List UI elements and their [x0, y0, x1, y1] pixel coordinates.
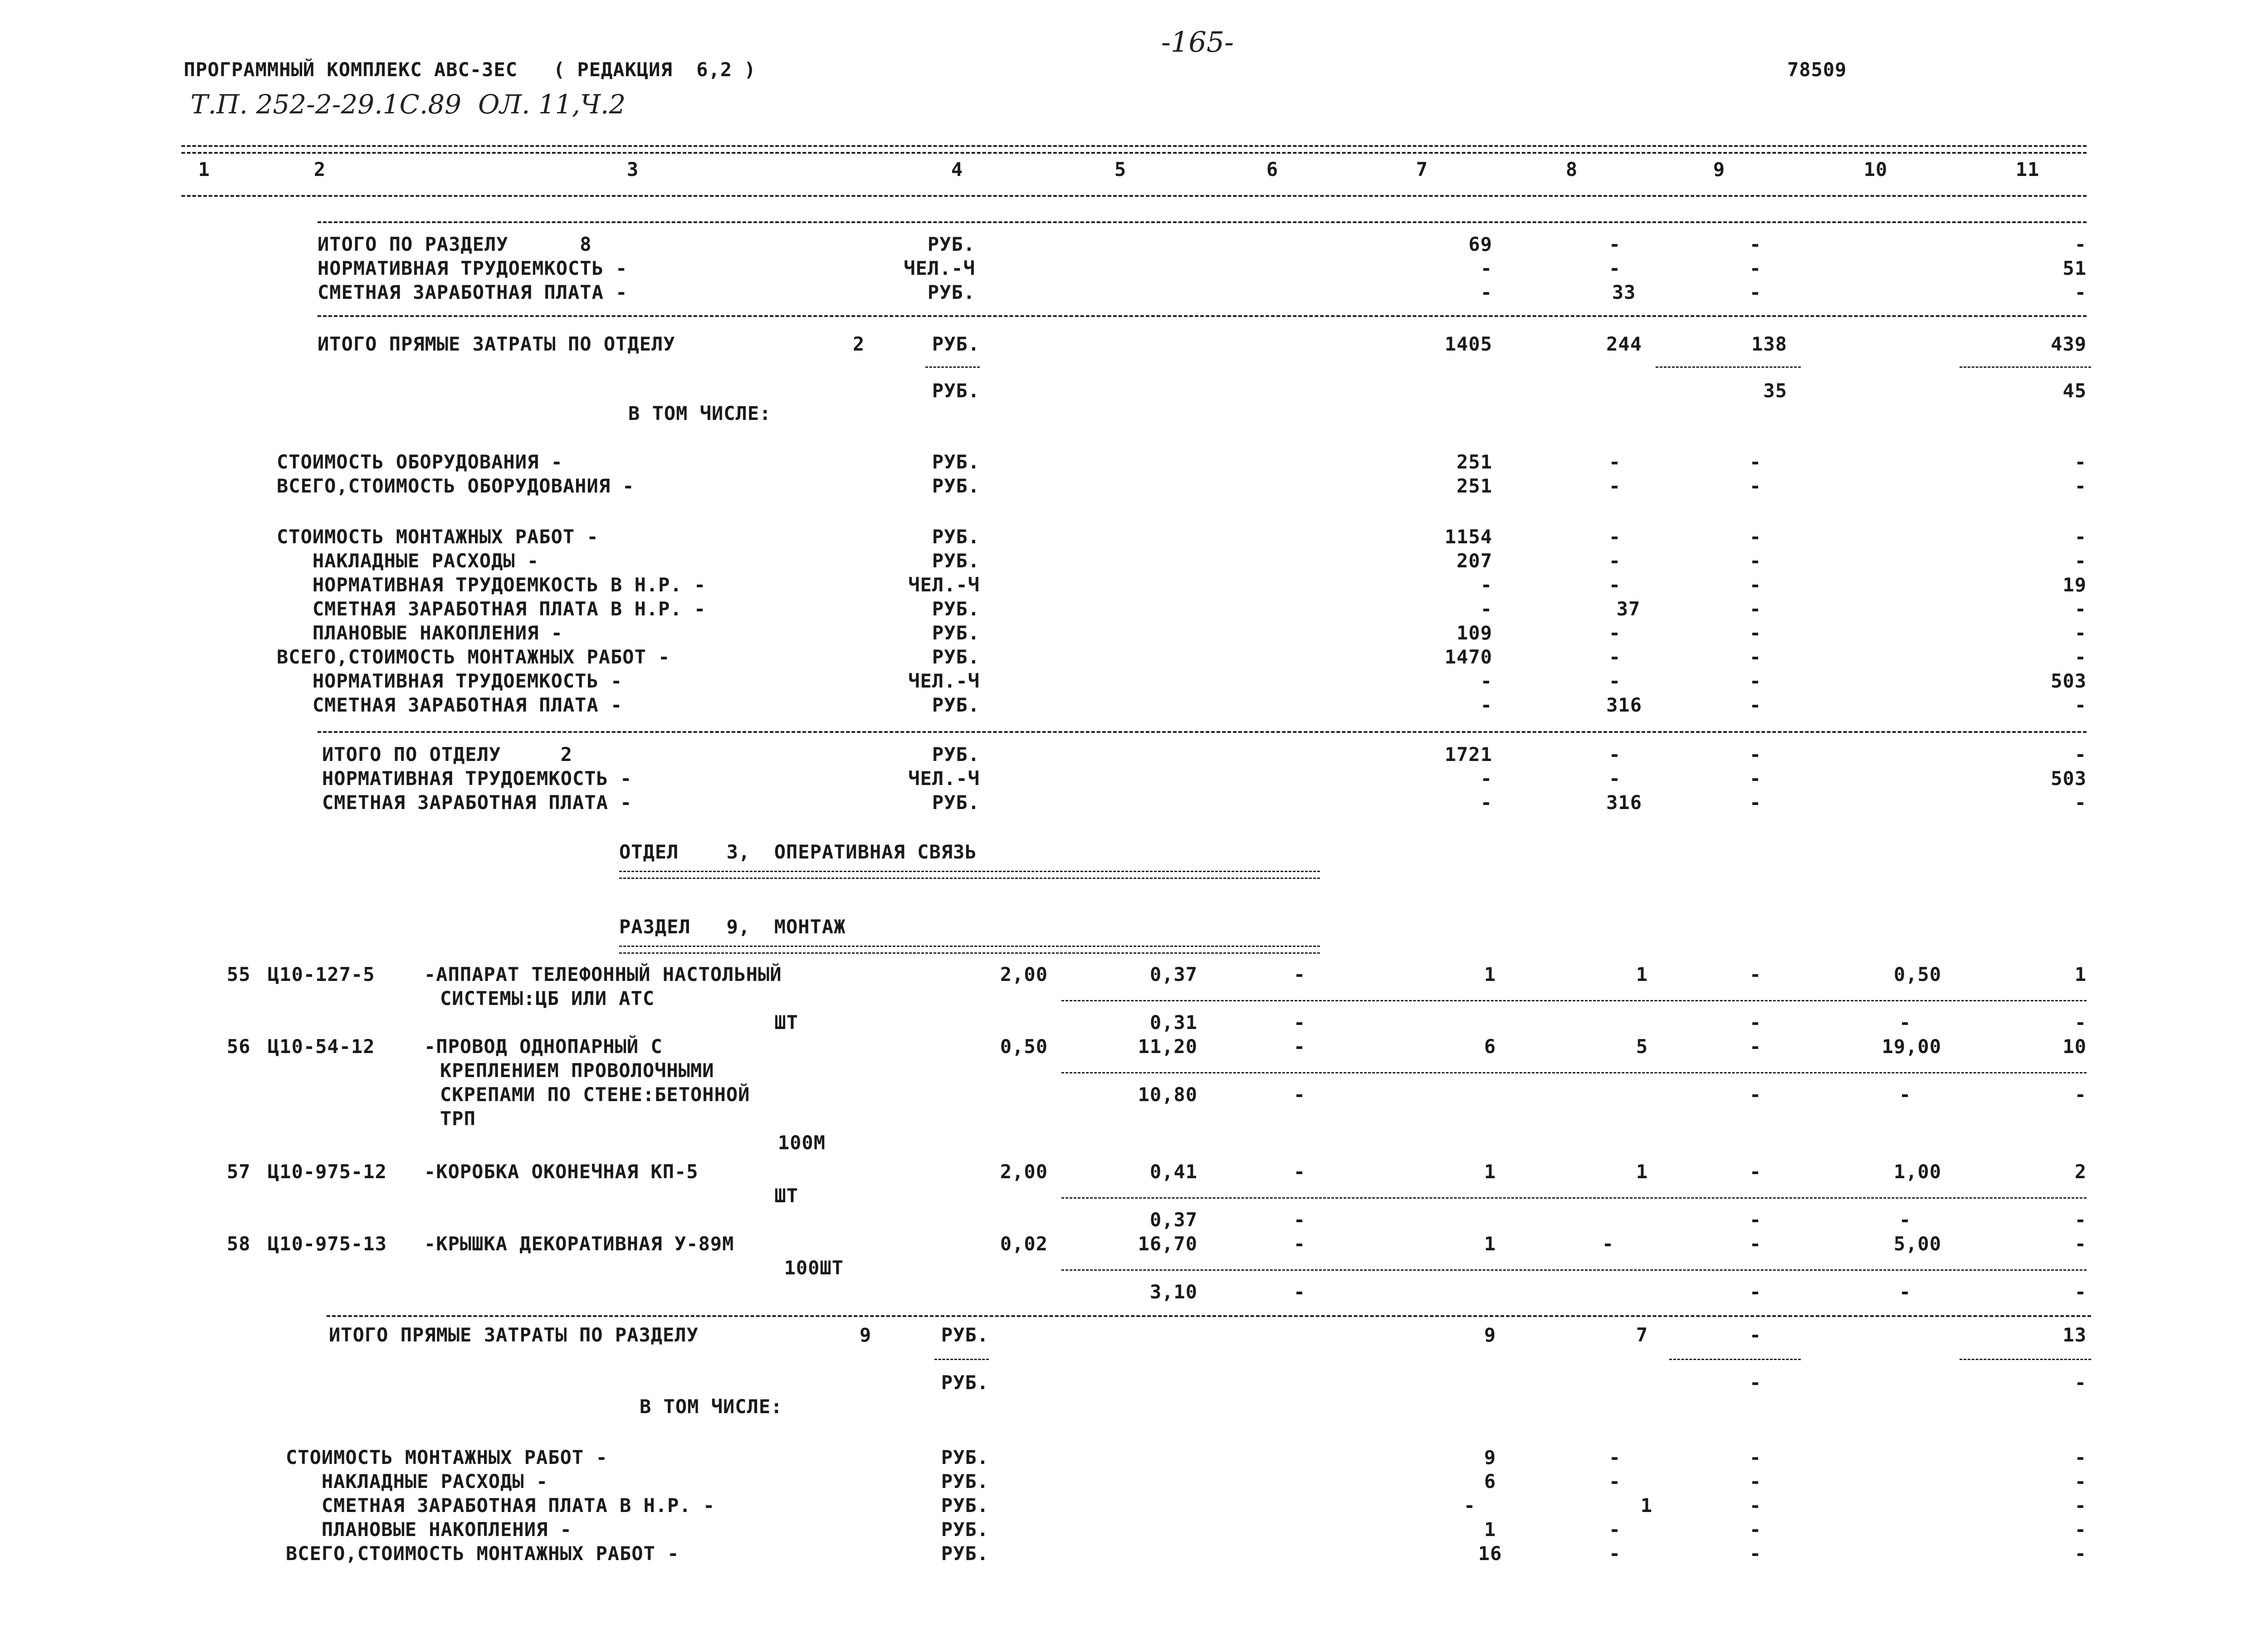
item-c6b: -: [1293, 1209, 1306, 1231]
s3-unit-1: РУБ.: [932, 475, 980, 497]
item-c9b: -: [1749, 1209, 1762, 1231]
s1-c11-0: -: [2074, 233, 2087, 255]
s7-c9-4: -: [1749, 1542, 1762, 1565]
item-quantity: 0,02: [1000, 1233, 1048, 1255]
item-number: 58: [227, 1233, 251, 1255]
s4-c11-0: -: [2074, 526, 2087, 548]
s7-c7-1: 6: [1484, 1470, 1496, 1493]
s6-underline-c11: [1960, 1359, 2091, 1360]
s4-label-5: ВСЕГО,СТОИМОСТЬ МОНТАЖНЫХ РАБОТ -: [277, 646, 670, 668]
s4-c9-5: -: [1749, 646, 1762, 668]
s7-c9-0: -: [1749, 1446, 1762, 1468]
s4-c9-6: -: [1749, 670, 1762, 692]
item-c8: 1: [1636, 1161, 1648, 1183]
item-c11b: -: [2074, 1011, 2087, 1034]
item-c11: 10: [2063, 1035, 2087, 1058]
s4-c11-1: -: [2074, 550, 2087, 572]
s1-unit-0: РУБ.: [927, 233, 975, 255]
document-number: 78509: [1787, 59, 1847, 81]
s5-c7-2: -: [1480, 791, 1492, 814]
item-number: 57: [227, 1161, 251, 1183]
s4-c8-3: 37: [1616, 598, 1641, 620]
item-57-divider: [1061, 1197, 2087, 1199]
s7-c8-3: -: [1608, 1518, 1621, 1541]
item-name-line1: -КРЫШКА ДЕКОРАТИВНАЯ У-89М: [424, 1233, 734, 1255]
s1-c11-1: 51: [2063, 257, 2087, 279]
s1-c8-0: -: [1608, 233, 1621, 255]
item-c11: 1: [2074, 963, 2087, 985]
s4-unit-2: ЧЕЛ.-Ч: [908, 574, 980, 596]
s7-c7-2: -: [1463, 1494, 1476, 1517]
s5-c8-1: -: [1608, 767, 1621, 790]
s4-c7-1: 207: [1457, 550, 1492, 572]
handwritten-reference: Т.П. 252-2-29.1С.89 ОЛ. 11,Ч.2: [191, 89, 626, 120]
item-c10: 19,00: [1882, 1035, 1941, 1058]
s5-c7-1: -: [1480, 767, 1492, 790]
s6-underline-unit: [934, 1359, 989, 1360]
item-unit: ШТ: [774, 1011, 798, 1034]
s4-label-2: НОРМАТИВНАЯ ТРУДОЕМКОСТЬ В Н.Р. -: [277, 574, 706, 596]
column-7-header: 7: [1416, 158, 1428, 180]
s3-label-0: СТОИМОСТЬ ОБОРУДОВАНИЯ -: [277, 451, 563, 473]
s4-c7-5: 1470: [1444, 646, 1492, 668]
s4-c8-4: -: [1608, 622, 1621, 644]
s7-c7-3: 1: [1484, 1518, 1496, 1541]
s2-underline-c11: [1960, 366, 2091, 368]
column-8-header: 8: [1565, 158, 1578, 180]
item-price-wage: 3,10: [1149, 1281, 1198, 1303]
s6-label: ИТОГО ПРЯМЫЕ ЗАТРАТЫ ПО РАЗДЕЛУ: [329, 1324, 699, 1346]
s7-c7-4: 16: [1478, 1542, 1502, 1565]
item-c7: 1: [1484, 963, 1496, 985]
s7-c11-0: -: [2074, 1446, 2087, 1468]
s7-c9-2: -: [1749, 1494, 1762, 1517]
s4-c7-2: -: [1480, 574, 1492, 596]
item-c10: 5,00: [1893, 1233, 1941, 1255]
s1-unit-1: ЧЕЛ.-Ч: [904, 257, 975, 279]
department-title: ОТДЕЛ 3, ОПЕРАТИВНАЯ СВЯЗЬ: [619, 841, 977, 863]
item-quantity: 2,00: [1000, 963, 1048, 985]
item-c9: -: [1749, 963, 1762, 985]
section-title: РАЗДЕЛ 9, МОНТАЖ: [619, 916, 846, 938]
s1-c9-0: -: [1749, 233, 1762, 255]
s4-c8-5: -: [1608, 646, 1621, 668]
s1-c7-1: -: [1480, 257, 1492, 279]
s4-c8-2: -: [1608, 574, 1621, 596]
item-56-divider: [1061, 1072, 2087, 1073]
s5-c8-0: -: [1608, 743, 1621, 766]
item-c8: 5: [1636, 1035, 1648, 1058]
s4-c9-1: -: [1749, 550, 1762, 572]
s1-c8-1: -: [1608, 257, 1621, 279]
item-c8: 1: [1636, 963, 1648, 985]
item-55-divider: [1061, 1000, 2087, 1001]
s4-unit-3: РУБ.: [932, 598, 980, 620]
item-name-line3: СКРЕПАМИ ПО СТЕНЕ:БЕТОННОЙ: [440, 1083, 750, 1106]
s4-c7-0: 1154: [1444, 526, 1492, 548]
item-c11b: -: [2074, 1281, 2087, 1303]
s3-unit-0: РУБ.: [932, 451, 980, 473]
s3-c8-0: -: [1608, 451, 1621, 473]
s6-unit2: РУБ.: [941, 1371, 989, 1394]
s7-c8-4: -: [1608, 1542, 1621, 1565]
s5-unit-2: РУБ.: [932, 791, 980, 814]
column-11-header: 11: [2015, 158, 2040, 180]
s1-c7-0: 69: [1468, 233, 1492, 255]
page-number: -165-: [1161, 25, 1234, 59]
s4-c11-7: -: [2074, 694, 2087, 716]
s7-unit-4: РУБ.: [941, 1542, 989, 1565]
s3-c7-0: 251: [1457, 451, 1492, 473]
s6-incl: В ТОМ ЧИСЛЕ:: [640, 1395, 783, 1418]
item-c11b: -: [2074, 1083, 2087, 1106]
item-price: 0,37: [1149, 963, 1198, 985]
s3-c9-0: -: [1749, 451, 1762, 473]
s7-c8-0: -: [1608, 1446, 1621, 1468]
s3-c9-1: -: [1749, 475, 1762, 497]
s2-incl: В ТОМ ЧИСЛЕ:: [628, 402, 772, 424]
item-c6b: -: [1293, 1281, 1306, 1303]
s6-c11b: -: [2074, 1371, 2087, 1394]
item-code: Ц10-127-5: [268, 963, 375, 985]
item-c6: -: [1293, 1233, 1306, 1255]
s1-c7-2: -: [1480, 281, 1492, 303]
s5-label-1: НОРМАТИВНАЯ ТРУДОЕМКОСТЬ -: [322, 767, 632, 790]
item-c9: -: [1749, 1161, 1762, 1183]
item-c7: 1: [1484, 1161, 1496, 1183]
s4-label-1: НАКЛАДНЫЕ РАСХОДЫ -: [277, 550, 539, 572]
s4-c8-1: -: [1608, 550, 1621, 572]
s7-label-4: ВСЕГО,СТОИМОСТЬ МОНТАЖНЫХ РАБОТ -: [286, 1542, 679, 1565]
item-price-wage: 10,80: [1138, 1083, 1198, 1106]
item-price: 11,20: [1138, 1035, 1198, 1058]
s4-unit-7: РУБ.: [932, 694, 980, 716]
s4-c8-7: 316: [1606, 694, 1642, 716]
s4-c11-2: 19: [2063, 574, 2087, 596]
s7-label-3: ПЛАНОВЫЕ НАКОПЛЕНИЯ -: [286, 1518, 572, 1541]
item-price: 16,70: [1138, 1233, 1198, 1255]
s2-c8: 244: [1606, 333, 1642, 355]
s1-label-1: НОРМАТИВНАЯ ТРУДОЕМКОСТЬ -: [318, 257, 628, 279]
s5-c11-1: 503: [2051, 767, 2087, 790]
s1-unit-2: РУБ.: [927, 281, 975, 303]
item-c10: 0,50: [1893, 963, 1941, 985]
s2-label: ИТОГО ПРЯМЫЕ ЗАТРАТЫ ПО ОТДЕЛУ: [318, 333, 675, 355]
s7-unit-2: РУБ.: [941, 1494, 989, 1517]
rule-before-dept-totals: [318, 315, 2087, 317]
s7-c11-2: -: [2074, 1494, 2087, 1517]
s2-c11: 439: [2051, 333, 2087, 355]
item-c11: -: [2074, 1233, 2087, 1255]
item-c6b: -: [1293, 1083, 1306, 1106]
s1-c9-2: -: [1749, 281, 1762, 303]
s4-unit-4: РУБ.: [932, 622, 980, 644]
s6-c9b: -: [1749, 1371, 1762, 1394]
s4-unit-0: РУБ.: [932, 526, 980, 548]
s7-c7-0: 9: [1484, 1446, 1496, 1468]
s4-unit-1: РУБ.: [932, 550, 980, 572]
item-unit: 100М: [777, 1132, 826, 1154]
column-9-header: 9: [1713, 158, 1725, 180]
s5-c9-1: -: [1749, 767, 1762, 790]
s4-c8-0: -: [1608, 526, 1621, 548]
s5-c9-0: -: [1749, 743, 1762, 766]
s4-c9-4: -: [1749, 622, 1762, 644]
s4-c11-5: -: [2074, 646, 2087, 668]
item-c9: -: [1749, 1035, 1762, 1058]
column-1-header: 1: [198, 158, 210, 180]
s6-c11: 13: [2063, 1324, 2087, 1346]
s2-c9b: 35: [1763, 380, 1787, 402]
s4-c7-4: 109: [1457, 622, 1492, 644]
s2-unit2: РУБ.: [932, 380, 980, 402]
item-c6b: -: [1293, 1011, 1306, 1034]
section-title-underline: [619, 946, 1320, 954]
s4-label-4: ПЛАНОВЫЕ НАКОПЛЕНИЯ -: [277, 622, 563, 644]
item-unit: ШТ: [774, 1185, 798, 1207]
s4-c7-7: -: [1480, 694, 1492, 716]
item-name-line1: -АППАРАТ ТЕЛЕФОННЫЙ НАСТОЛЬНЫЙ: [424, 963, 782, 985]
column-6-header: 6: [1266, 158, 1279, 180]
item-name-line2: КРЕПЛЕНИЕМ ПРОВОЛОЧНЫМИ: [440, 1059, 714, 1082]
item-c7: 6: [1484, 1035, 1496, 1058]
s2-c11b: 45: [2063, 380, 2087, 402]
item-c9b: -: [1749, 1281, 1762, 1303]
s4-c7-3: -: [1480, 598, 1492, 620]
item-c9b: -: [1749, 1011, 1762, 1034]
s2-unit: РУБ.: [932, 333, 980, 355]
s7-c8-1: -: [1608, 1470, 1621, 1493]
header-rule-bottom: [181, 195, 2087, 197]
program-title: ПРОГРАММНЫЙ КОМПЛЕКС АВС-3ЕС ( РЕДАКЦИЯ 6,2 ): [184, 59, 756, 81]
s2-c9: 138: [1751, 333, 1787, 355]
item-c8: -: [1602, 1233, 1614, 1255]
rule-before-dept2-total: [318, 731, 2087, 733]
s4-c9-7: -: [1749, 694, 1762, 716]
item-c6: -: [1293, 963, 1306, 985]
s2-underline-c9: [1656, 366, 1801, 368]
s4-unit-5: РУБ.: [932, 646, 980, 668]
s7-c9-1: -: [1749, 1470, 1762, 1493]
s3-label-1: ВСЕГО,СТОИМОСТЬ ОБОРУДОВАНИЯ -: [277, 475, 635, 497]
item-number: 55: [227, 963, 251, 985]
s4-label-7: СМЕТНАЯ ЗАРАБОТНАЯ ПЛАТА -: [277, 694, 623, 716]
item-c10b: -: [1899, 1281, 1911, 1303]
department-title-underline: [619, 871, 1320, 879]
s7-c8-2: 1: [1640, 1494, 1653, 1517]
header-rule-top-2: [181, 152, 2087, 154]
item-c6: -: [1293, 1035, 1306, 1058]
s4-unit-6: ЧЕЛ.-Ч: [908, 670, 980, 692]
s6-c8: 7: [1636, 1324, 1648, 1346]
s1-c11-2: -: [2074, 281, 2087, 303]
s6-num: 9: [860, 1324, 872, 1346]
item-c6: -: [1293, 1161, 1306, 1183]
item-c11b: -: [2074, 1209, 2087, 1231]
item-price: 0,41: [1149, 1161, 1198, 1183]
item-c10b: -: [1899, 1083, 1911, 1106]
s7-c11-1: -: [2074, 1470, 2087, 1493]
item-c9: -: [1749, 1233, 1762, 1255]
s7-label-2: СМЕТНАЯ ЗАРАБОТНАЯ ПЛАТА В Н.Р. -: [286, 1494, 715, 1517]
item-c10: 1,00: [1893, 1161, 1941, 1183]
item-price-wage: 0,31: [1149, 1011, 1198, 1034]
column-2-header: 2: [313, 158, 326, 180]
rule-before-section9-totals: [327, 1315, 2091, 1317]
s7-unit-3: РУБ.: [941, 1518, 989, 1541]
item-quantity: 2,00: [1000, 1161, 1048, 1183]
item-number: 56: [227, 1035, 251, 1058]
s4-c11-4: -: [2074, 622, 2087, 644]
s3-c11-0: -: [2074, 451, 2087, 473]
s3-c8-1: -: [1608, 475, 1621, 497]
item-unit: 100ШТ: [784, 1257, 844, 1279]
item-c7: 1: [1484, 1233, 1496, 1255]
s7-c11-4: -: [2074, 1542, 2087, 1565]
s4-c11-6: 503: [2051, 670, 2087, 692]
s7-unit-1: РУБ.: [941, 1470, 989, 1493]
item-name-line4: ТРП: [440, 1107, 476, 1130]
column-5-header: 5: [1114, 158, 1127, 180]
item-code: Ц10-54-12: [268, 1035, 375, 1058]
item-name-line1: -ПРОВОД ОДНОПАРНЫЙ С: [424, 1035, 663, 1058]
item-58-divider: [1061, 1269, 2087, 1271]
s6-underline-c9: [1669, 1359, 1801, 1360]
item-c11: 2: [2074, 1161, 2087, 1183]
item-code: Ц10-975-12: [268, 1161, 387, 1183]
item-c9b: -: [1749, 1083, 1762, 1106]
s4-c9-3: -: [1749, 598, 1762, 620]
s2-underline-unit: [925, 366, 980, 368]
s7-c11-3: -: [2074, 1518, 2087, 1541]
s6-unit: РУБ.: [941, 1324, 989, 1346]
s5-c11-0: -: [2074, 743, 2087, 766]
s6-c9: -: [1749, 1324, 1762, 1346]
item-name-line1: -КОРОБКА ОКОНЕЧНАЯ КП-5: [424, 1161, 699, 1183]
s1-label-2: СМЕТНАЯ ЗАРАБОТНАЯ ПЛАТА -: [318, 281, 628, 303]
s4-c9-2: -: [1749, 574, 1762, 596]
s4-label-6: НОРМАТИВНАЯ ТРУДОЕМКОСТЬ -: [277, 670, 623, 692]
s5-c8-2: 316: [1606, 791, 1642, 814]
rule-before-section8-totals: [318, 221, 2087, 223]
s3-c11-1: -: [2074, 475, 2087, 497]
item-quantity: 0,50: [1000, 1035, 1048, 1058]
s5-unit-1: ЧЕЛ.-Ч: [908, 767, 980, 790]
s4-c9-0: -: [1749, 526, 1762, 548]
s4-c7-6: -: [1480, 670, 1492, 692]
header-rule-top: [181, 145, 2087, 147]
s4-c8-6: -: [1608, 670, 1621, 692]
s7-unit-0: РУБ.: [941, 1446, 989, 1468]
item-name-line2: СИСТЕМЫ:ЦБ ИЛИ АТС: [440, 987, 655, 1010]
item-c10b: -: [1899, 1011, 1911, 1034]
s5-label-0: ИТОГО ПО ОТДЕЛУ 2: [322, 743, 573, 766]
s7-label-1: НАКЛАДНЫЕ РАСХОДЫ -: [286, 1470, 548, 1493]
column-10-header: 10: [1863, 158, 1888, 180]
column-3-header: 3: [626, 158, 639, 180]
column-4-header: 4: [951, 158, 963, 180]
item-price-wage: 0,37: [1149, 1209, 1198, 1231]
s5-c11-2: -: [2074, 791, 2087, 814]
s4-label-3: СМЕТНАЯ ЗАРАБОТНАЯ ПЛАТА В Н.Р. -: [277, 598, 706, 620]
s5-unit-0: РУБ.: [932, 743, 980, 766]
s1-label-0: ИТОГО ПО РАЗДЕЛУ 8: [318, 233, 592, 255]
item-code: Ц10-975-13: [268, 1233, 387, 1255]
s7-label-0: СТОИМОСТЬ МОНТАЖНЫХ РАБОТ -: [286, 1446, 608, 1468]
s2-num: 2: [853, 333, 865, 355]
s4-c11-3: -: [2074, 598, 2087, 620]
s7-c9-3: -: [1749, 1518, 1762, 1541]
s2-c7: 1405: [1444, 333, 1492, 355]
s1-c8-2: 33: [1612, 281, 1636, 303]
s1-c9-1: -: [1749, 257, 1762, 279]
s5-c7-0: 1721: [1444, 743, 1492, 766]
s3-c7-1: 251: [1457, 475, 1492, 497]
s6-c7: 9: [1484, 1324, 1496, 1346]
s5-c9-2: -: [1749, 791, 1762, 814]
item-c10b: -: [1899, 1209, 1911, 1231]
s5-label-2: СМЕТНАЯ ЗАРАБОТНАЯ ПЛАТА -: [322, 791, 632, 814]
s4-label-0: СТОИМОСТЬ МОНТАЖНЫХ РАБОТ -: [277, 526, 599, 548]
